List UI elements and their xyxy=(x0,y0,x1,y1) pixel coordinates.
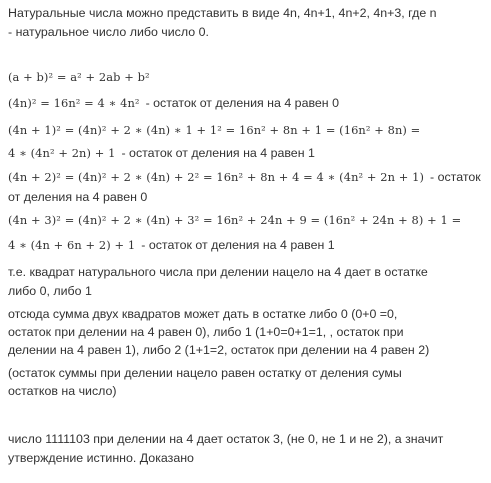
case1-note: - остаток от деления на 4 равен 1 xyxy=(121,146,315,160)
conclusion2-line2: остаток при делении на 4 равен 0), либо 1 (1+0=0+1=1, , остаток при xyxy=(8,325,404,339)
remark-line1: (остаток суммы при делении нацело равен остатку от деления сумы xyxy=(8,366,402,380)
case2-row xyxy=(8,170,481,184)
conclusion2-line1: отсюда сумма двух квадратов может дать в остатке либо 0 (0+0 =0, xyxy=(8,307,398,321)
case0-row xyxy=(8,96,339,110)
case2-note-part1: - остаток xyxy=(430,170,481,184)
formula-square-of-sum: (a + b)² = a² + 2ab + b² xyxy=(8,70,150,84)
case3-row2 xyxy=(8,238,335,252)
case1-row2 xyxy=(8,146,315,160)
case2-note-part2: от деления на 4 равен 0 xyxy=(8,190,148,204)
conclusion1-line1: т.е. квадрат натурального числа при делении нацело на 4 дает в остатке xyxy=(8,265,428,279)
intro-line-1: Натуральные числа можно представить в виде 4n, 4n+1, 4n+2, 4n+3, где n xyxy=(8,6,437,20)
conclusion2-line3: делении на 4 равен 1), либо 2 (1+1=2, остаток при делении на 4 равен 2) xyxy=(8,343,430,357)
intro-line-2: - натуральное число либо число 0. xyxy=(8,25,209,39)
case3-formula-line2: 4 ∗ (4n + 6n + 2) + 1 xyxy=(8,238,136,252)
case3-formula-line1: (4n + 3)² = (4n)² + 2 ∗ (4n) + 3² = 16n² + 24n + 9 = (16n² + 24n + 8) + 1 = xyxy=(8,213,462,227)
conclusion1-line2: либо 0, либо 1 xyxy=(8,284,92,298)
case1-formula-line1: (4n + 1)² = (4n)² + 2 ∗ (4n) ∗ 1 + 1² = 16n² + 8n + 1 = (16n² + 8n) = xyxy=(8,123,421,137)
case0-formula: (4n)² = 16n² = 4 ∗ 4n² xyxy=(8,96,140,110)
case2-formula: (4n + 2)² = (4n)² + 2 ∗ (4n) + 2² = 16n² + 8n + 4 = 4 ∗ (4n² + 2n + 1) xyxy=(8,170,425,184)
final-line1: число 1111103 при делении на 4 дает остаток 3, (не 0, не 1 и не 2), а значит xyxy=(8,432,444,446)
final-line2: утверждение истинно. Доказано xyxy=(8,451,194,465)
case0-note: - остаток от деления на 4 равен 0 xyxy=(145,96,339,110)
case1-formula-line2: 4 ∗ (4n² + 2n) + 1 xyxy=(8,146,116,160)
case3-note: - остаток от деления на 4 равен 1 xyxy=(141,238,335,252)
remark-line2: остатков на число) xyxy=(8,384,117,398)
